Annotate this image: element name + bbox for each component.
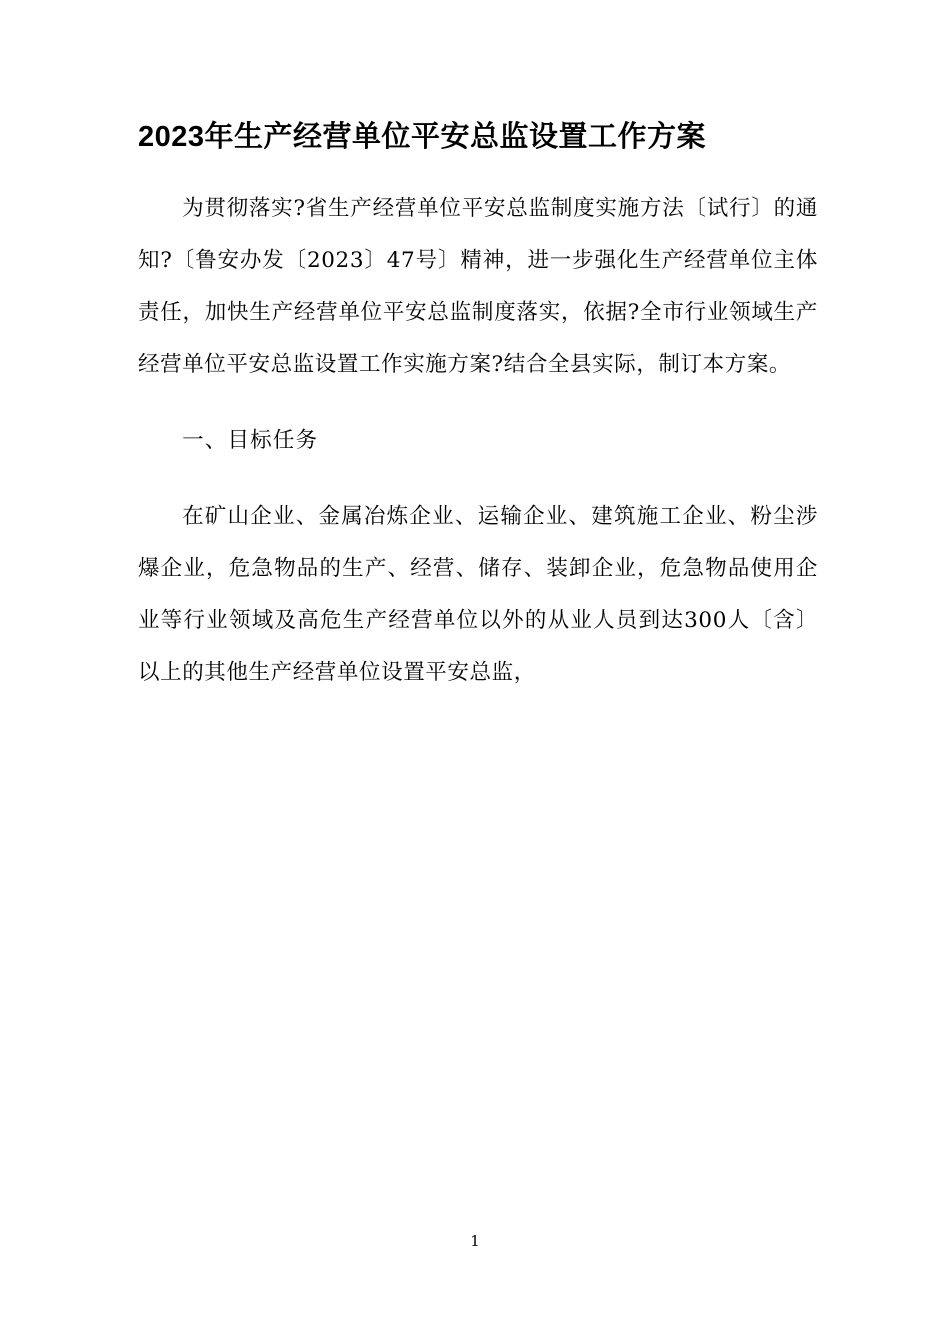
spacer: [138, 401, 818, 415]
page-title: 2023年生产经营单位平安总监设置工作方案: [138, 121, 707, 153]
page-number: 1: [470, 1232, 480, 1250]
document-body: [138, 118, 818, 709]
paragraph-intro: 为贯彻落实?省生产经营单位平安总监制度实施方法〔试行〕的通知?〔鲁安办发〔2023〕47号〕精神，进一步强化生产经营单位主体责任，加快生产经营单位平安总监制度落实，依据?全市行业领域生产经营单位平安总监设置工作实施方案?结合全县实际，制订本方案。: [138, 196, 818, 378]
spacer: [138, 477, 818, 491]
paragraph-section-1-body: 在矿山企业、金属冶炼企业、运输企业、建筑施工企业、粉尘涉爆企业，危急物品的生产、经营、储存、装卸企业，危急物品使用企业等行业领域及高危生产经营单位以外的从业人员到达300人〔含〕以上的其他生产经营单位设置平安总监，: [138, 504, 818, 686]
section-heading-1: 一、目标任务: [182, 428, 319, 454]
